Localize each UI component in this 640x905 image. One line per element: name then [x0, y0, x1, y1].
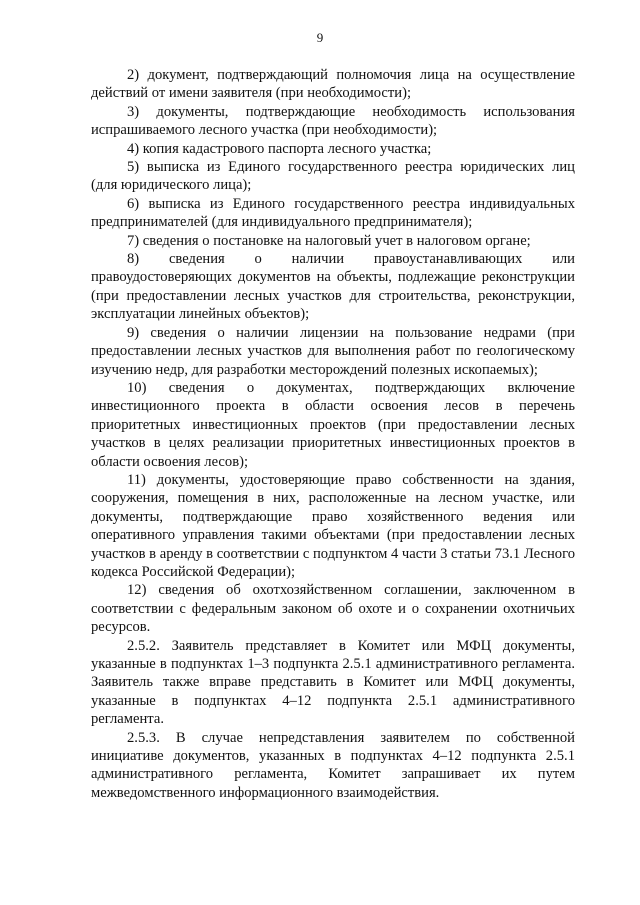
- paragraph-item-8: 8) сведения о наличии правоустанавливающих или правоудостоверяющих документов на объекты, подлежащие реконструкции (при предоставлении лесных участков для строительства, реконструкции, эксплуатации линейных объектов);: [91, 251, 575, 323]
- paragraph-item-4: 4) копия кадастрового паспорта лесного участка;: [127, 140, 432, 157]
- paragraph-item-2: 2) документ, подтверждающий полномочия лица на осуществление действий от имени заявителя (при необходимости);: [91, 67, 575, 102]
- paragraph-section-2-5-2: 2.5.2. Заявитель представляет в Комитет или МФЦ документы, указанные в подпунктах 1–3 подпункта 2.5.1 административного регламента. Заявитель также вправе представить в Комитет или МФЦ документы, указанные в подпунктах 4–12 подпункта 2.5.1 административного регламента.: [91, 637, 575, 728]
- page-number: 9: [316, 30, 324, 45]
- paragraph-item-9: 9) сведения о наличии лицензии на пользование недрами (при предоставлении лесных участков для выполнения работ по геологическому изучению недр, для разработки месторождений полезных ископаемых);: [91, 324, 575, 378]
- paragraph-section-2-5-3: 2.5.3. В случае непредставления заявителем по собственной инициативе документов, указанных в подпунктах 4–12 подпункта 2.5.1 административного регламента, Комитет запрашивает их путем межведомственного информационного взаимодействия.: [91, 729, 575, 801]
- paragraph-item-10: 10) сведения о документах, подтверждающих включение инвестиционного проекта в области освоения лесов в перечень приоритетных инвестиционных проектов (при предоставлении лесных участков в целях реализации приоритетных инвестиционных проектов в области освоения лесов);: [91, 379, 575, 470]
- paragraph-item-6: 6) выписка из Единого государственного реестра индивидуальных предпринимателей (для индивидуального предпринимателя);: [91, 195, 575, 231]
- paragraph-item-7: 7) сведения о постановке на налоговый учет в налоговом органе;: [127, 232, 531, 249]
- paragraph-item-12: 12) сведения об охотхозяйственном соглашении, заключенном в соответствии с федеральным законом об охоте и о сохранении охотничьих ресурсов.: [91, 582, 575, 636]
- paragraph-item-11: 11) документы, удостоверяющие право собственности на здания, сооружения, помещения в них, расположенные на лесном участке, или документы, подтверждающие право хозяйственного ведения или оперативного управления такими объектами (при предоставлении лесных участков в аренду в соответствии с подпунктом 4 части 3 статьи 73.1 Лесного кодекса Российской Федерации);: [91, 471, 575, 580]
- document-body: [91, 66, 575, 802]
- paragraph-item-3: 3) документы, подтверждающие необходимость использования испрашиваемого лесного участка (при необходимости);: [91, 103, 575, 139]
- paragraph-item-5: 5) выписка из Единого государственного реестра юридических лиц (для юридического лица);: [91, 159, 575, 194]
